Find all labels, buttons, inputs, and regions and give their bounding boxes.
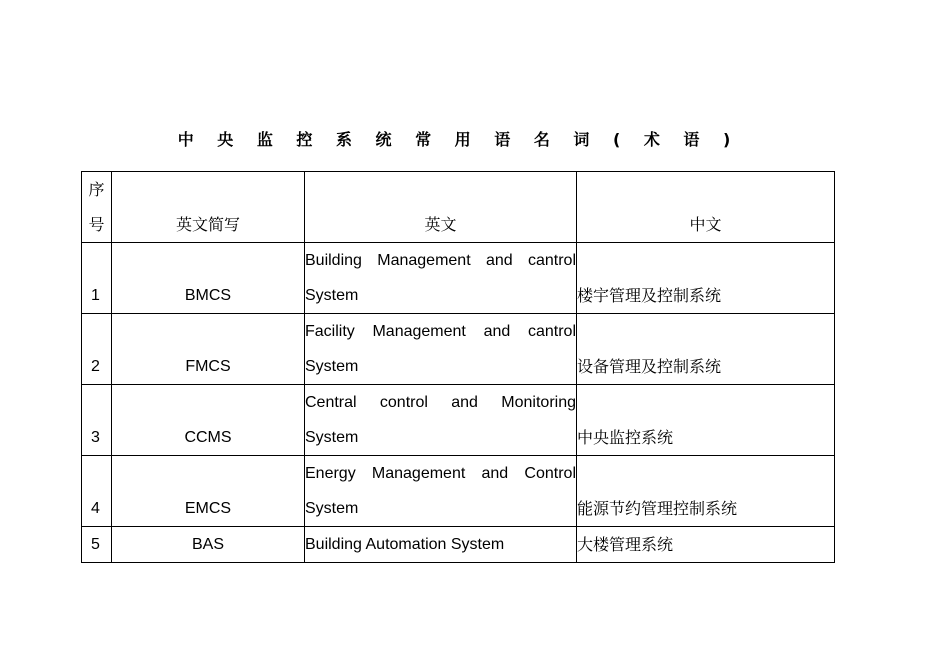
row-chinese: 设备管理及控制系统 — [577, 314, 835, 385]
row-abbreviation: CCMS — [112, 385, 305, 456]
row-english: Central control and Monitoring System — [305, 385, 577, 456]
row-chinese: 大楼管理系统 — [577, 527, 835, 563]
document-title: 中 央 监 控 系 统 常 用 语 名 词 ( 术 语 ) — [177, 130, 740, 149]
table-row — [82, 456, 835, 527]
table-header-row — [82, 172, 835, 243]
row-english: Energy Management and Control System — [305, 456, 577, 527]
row-chinese: 中央监控系统 — [577, 385, 835, 456]
row-chinese: 楼宇管理及控制系统 — [577, 243, 835, 314]
row-number: 1 — [82, 243, 112, 314]
header-number — [82, 172, 112, 243]
row-abbreviation: FMCS — [112, 314, 305, 385]
row-abbreviation: BAS — [112, 527, 305, 563]
row-number: 4 — [82, 456, 112, 527]
row-english: Facility Management and cantrol System — [305, 314, 577, 385]
header-abbreviation: 英文简写 — [112, 172, 305, 243]
table-row — [82, 243, 835, 314]
header-number-line2: 号 — [88, 215, 105, 234]
header-number-line1: 序 — [88, 180, 105, 199]
row-english: Building Automation System — [305, 527, 577, 563]
row-abbreviation: EMCS — [112, 456, 305, 527]
terms-table — [81, 171, 835, 563]
table-row — [82, 527, 835, 563]
row-abbreviation: BMCS — [112, 243, 305, 314]
table-row — [82, 385, 835, 456]
row-number: 2 — [82, 314, 112, 385]
row-number: 3 — [82, 385, 112, 456]
table-row — [82, 314, 835, 385]
row-chinese: 能源节约管理控制系统 — [577, 456, 835, 527]
row-number: 5 — [82, 527, 112, 563]
header-chinese: 中文 — [577, 172, 835, 243]
row-english: Building Management and cantrol System — [305, 243, 577, 314]
header-english: 英文 — [305, 172, 577, 243]
